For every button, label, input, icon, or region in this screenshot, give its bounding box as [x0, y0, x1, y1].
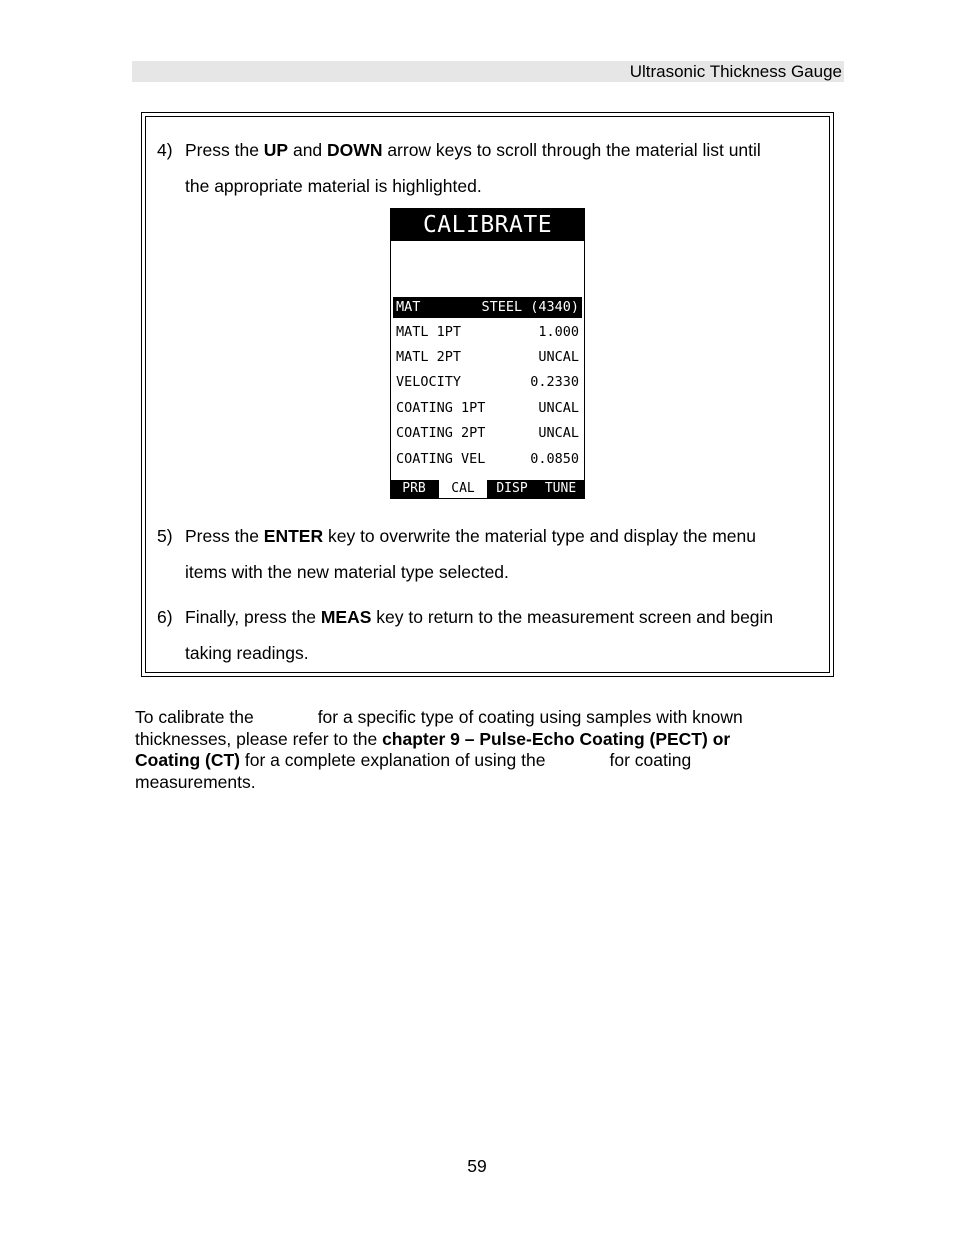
lcd-tab-disp: DISP: [496, 481, 528, 496]
lcd-row-selected: MAT STEEL (4340): [393, 297, 582, 318]
page-header: [132, 61, 844, 82]
step-continuation: the appropriate material is highlighted.: [185, 176, 482, 196]
chapter-reference: chapter 9 – Pulse-Echo Coating (PECT) or: [382, 728, 731, 749]
lcd-row: VELOCITY 0.2330: [396, 374, 579, 390]
header-title: Ultrasonic Thickness Gauge: [629, 62, 842, 81]
lcd-title: CALIBRATE: [391, 209, 584, 241]
lcd-row: MATL 1PT 1.000: [396, 324, 579, 340]
step-6: 6) Finally, press the MEAS key to return to the measurement screen and begin taking readings.: [157, 599, 773, 671]
step-continuation: items with the new material type selected.: [185, 562, 509, 582]
lcd-row: MATL 2PT UNCAL: [396, 349, 579, 365]
key-down: DOWN: [327, 140, 383, 160]
key-up: UP: [263, 140, 289, 160]
step-number: 4): [157, 140, 173, 160]
step-number: 5): [157, 526, 173, 546]
body-paragraph: To calibrate the for a specific type of coating using samples with known thicknesses, please refer to the chapter 9 – Pulse-Echo Coating (PECT) or Coating (CT) for a complete explanation of using the for coating measurements.: [135, 707, 743, 792]
step-4: 4) Press the UP and DOWN arrow keys to scroll through the material list until the appropriate material is highlighted.: [157, 132, 761, 204]
lcd-tab-prb: PRB: [402, 481, 426, 496]
key-meas: MEAS: [320, 607, 372, 627]
step-5: 5) Press the ENTER key to overwrite the material type and display the menu items with the new material type selected.: [157, 518, 756, 590]
lcd-tab-tune: TUNE: [544, 481, 577, 496]
page-number: 59: [467, 1156, 487, 1176]
step-number: 6): [157, 607, 173, 627]
lcd-screen: [390, 208, 585, 499]
chapter-reference-cont: Coating (CT): [135, 750, 240, 770]
lcd-tab-bar: [391, 480, 584, 498]
lcd-row: COATING 1PT UNCAL: [396, 400, 579, 416]
lcd-tab-cal: CAL: [439, 480, 487, 498]
lcd-row: COATING VEL 0.0850: [396, 451, 579, 467]
lcd-row: COATING 2PT UNCAL: [396, 425, 579, 441]
step-continuation: taking readings.: [185, 643, 309, 663]
key-enter: ENTER: [263, 526, 324, 546]
